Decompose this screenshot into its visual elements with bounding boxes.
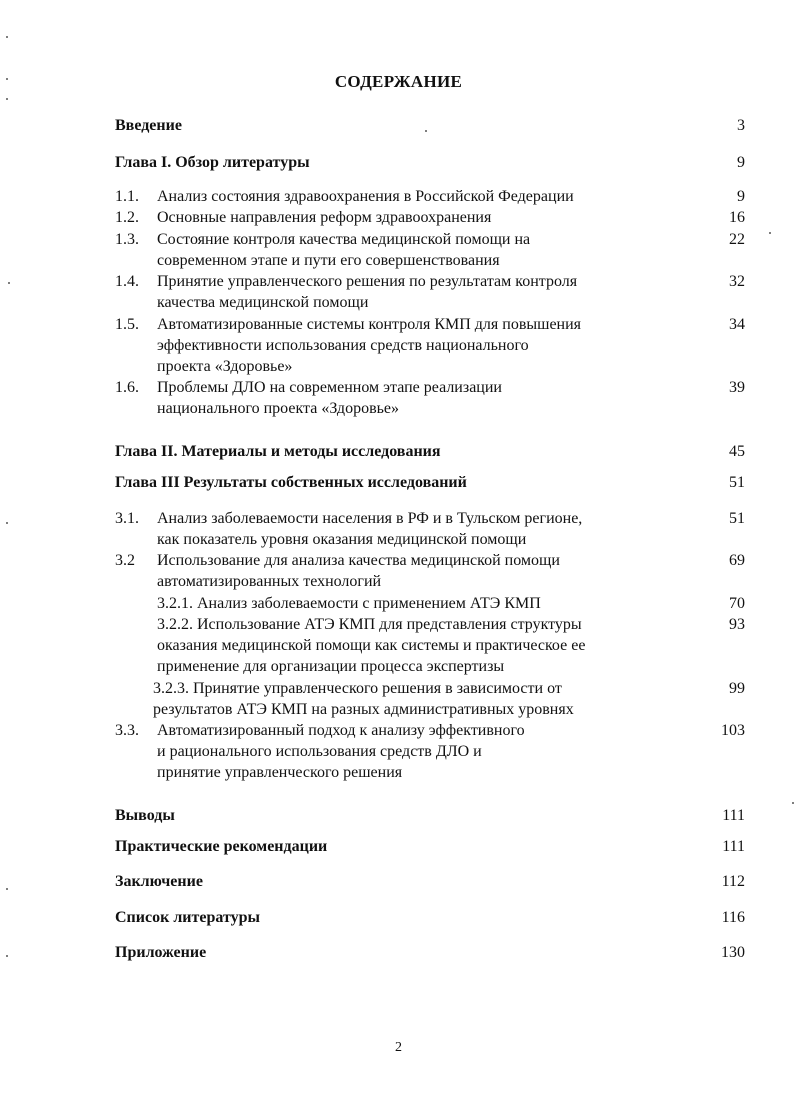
toc-page-number: 103: [721, 722, 745, 739]
toc-page-number: 9: [737, 188, 745, 205]
toc-entry-chapter-2: Глава II. Материалы и методы исследования: [115, 443, 441, 460]
toc-entry-summary: Заключение: [115, 873, 203, 890]
toc-page-number: 3: [737, 117, 745, 134]
toc-page-number: 111: [722, 807, 745, 824]
toc-entry-chapter-3: Глава III Результаты собственных исследований: [115, 474, 467, 491]
toc-section-line: Проблемы ДЛО на современном этапе реализации: [157, 379, 502, 396]
toc-section-line: современном этапе и пути его совершенствования: [157, 252, 500, 269]
scan-speck: [6, 36, 8, 38]
scan-speck: [6, 955, 8, 957]
toc-section-line: принятие управленческого решения: [157, 764, 403, 781]
scan-speck: [6, 78, 8, 80]
toc-subsection-line: применение для организации процесса экспертизы: [157, 658, 505, 675]
scan-speck: [8, 282, 10, 284]
toc-section-number: 1.2.: [115, 209, 139, 226]
toc-page-number: 130: [721, 944, 745, 961]
toc-section-line: Состояние контроля качества медицинской помощи на: [157, 231, 531, 248]
toc-section-line: Использование для анализа качества медицинской помощи: [157, 552, 560, 569]
toc-section-line: Принятие управленческого решения по результатам контроля: [157, 273, 578, 290]
toc-section-number: 1.4.: [115, 273, 139, 290]
toc-page-number: 111: [722, 838, 745, 855]
toc-entry-recommendations: Практические рекомендации: [115, 838, 328, 855]
toc-section-line: эффективности использования средств национального: [157, 337, 529, 354]
toc-entry-appendix: Приложение: [115, 944, 207, 961]
toc-page-number: 116: [721, 909, 745, 926]
toc-entry-conclusions: Выводы: [115, 807, 175, 824]
toc-entry-introduction: Введение: [115, 117, 182, 134]
scan-speck: [425, 130, 427, 132]
toc-section-number: 3.3.: [115, 722, 139, 739]
toc-section-number: 1.1.: [115, 188, 139, 205]
toc-subsection-line: оказания медицинской помощи как системы и практическое ее: [157, 637, 586, 654]
toc-section-line: национального проекта «Здоровье»: [157, 400, 400, 417]
toc-page-number: 32: [729, 273, 745, 290]
toc-section-line: как показатель уровня оказания медицинской помощи: [157, 531, 527, 548]
toc-section-line: Анализ заболеваемости населения в РФ и в Тульском регионе,: [157, 510, 583, 527]
toc-page-number: 51: [729, 510, 745, 527]
scan-speck: [6, 888, 8, 890]
scan-speck: [769, 232, 771, 234]
toc-subsection-line: 3.2.3. Принятие управленческого решения в зависимости от: [153, 680, 562, 697]
toc-page-number: 22: [729, 231, 745, 248]
toc-section-line: проекта «Здоровье»: [157, 358, 293, 375]
toc-page-number: 112: [721, 873, 745, 890]
toc-page-number: 99: [729, 680, 745, 697]
toc-section-line: автоматизированных технологий: [157, 573, 382, 590]
toc-section-number: 1.3.: [115, 231, 139, 248]
toc-subsection-line: 3.2.1. Анализ заболеваемости с применением АТЭ КМП: [157, 595, 541, 612]
scan-speck: [792, 802, 794, 804]
page-title: СОДЕРЖАНИЕ: [334, 72, 463, 91]
toc-section-line: качества медицинской помощи: [157, 294, 369, 311]
toc-section-line: Автоматизированные системы контроля КМП для повышения: [157, 316, 582, 333]
toc-page-number: 34: [729, 316, 745, 333]
toc-section-number: 3.2: [115, 552, 135, 569]
toc-page-number: 51: [729, 474, 745, 491]
toc-entry-chapter-1: Глава I. Обзор литературы: [115, 154, 310, 171]
toc-page-number: 69: [729, 552, 745, 569]
toc-section-line: и рационального использования средств ДЛО и: [157, 743, 482, 760]
toc-subsection-line: результатов АТЭ КМП на разных административных уровнях: [153, 701, 574, 718]
toc-entry-references: Список литературы: [115, 909, 260, 926]
toc-section-line: Анализ состояния здравоохранения в Российской Федерации: [157, 188, 574, 205]
toc-page-number: 45: [729, 443, 745, 460]
scan-speck: [6, 522, 8, 524]
toc-section-number: 3.1.: [115, 510, 139, 527]
toc-section-number: 1.6.: [115, 379, 139, 396]
toc-page-number: 39: [729, 379, 745, 396]
toc-section-line: Автоматизированный подход к анализу эффективного: [157, 722, 525, 739]
toc-section-line: Основные направления реформ здравоохранения: [157, 209, 492, 226]
toc-section-number: 1.5.: [115, 316, 139, 333]
toc-subsection-line: 3.2.2. Использование АТЭ КМП для представления структуры: [157, 616, 582, 633]
toc-page-number: 16: [729, 209, 745, 226]
toc-page-number: 70: [729, 595, 745, 612]
scan-speck: [6, 98, 8, 100]
toc-page-number: 9: [737, 154, 745, 171]
toc-page-number: 93: [729, 616, 745, 633]
footer-page-number: 2: [395, 1040, 402, 1055]
